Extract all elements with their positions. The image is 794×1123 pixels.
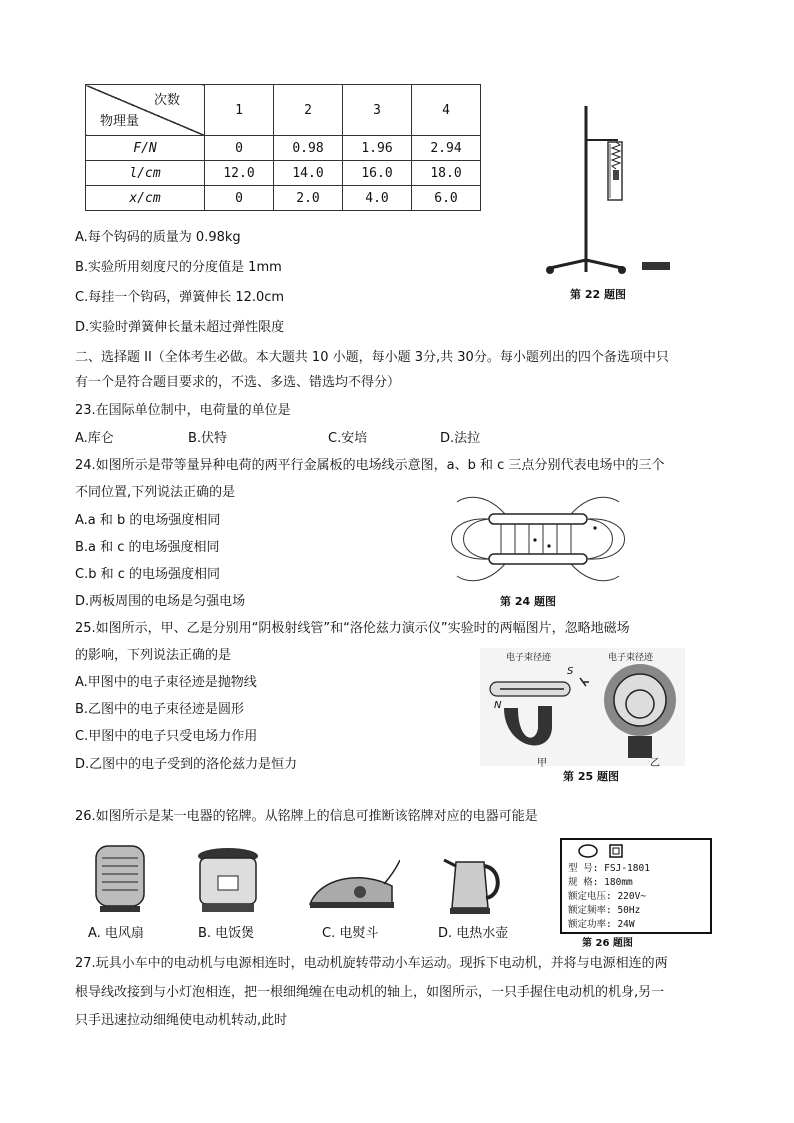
electric-field-figure bbox=[445, 492, 625, 592]
q27-line3: 只手迅速拉动细绳使电动机转动,此时 bbox=[75, 1013, 288, 1028]
table-cell: 2.0 bbox=[274, 186, 343, 211]
q22-option-d: D.实验时弹簧伸长量未超过弹性限度 bbox=[75, 320, 285, 335]
cathode-beam-label: 电子束径迹 bbox=[506, 653, 552, 663]
q27-line2: 根导线改接到与小灯泡相连，把一根细绳缠在电动机的轴上，如图所示，一只手握住电动机的机身,另一 bbox=[75, 985, 665, 1000]
q25-figure-caption: 第 25 题图 bbox=[563, 770, 619, 783]
table-cell: 2.94 bbox=[412, 136, 481, 161]
nameplate-model: 型 号: FSJ-1801 bbox=[568, 863, 650, 874]
table-cell: 6.0 bbox=[412, 186, 481, 211]
q27-line1: 27.玩具小车中的电动机与电源相连时，电动机旋转带动小车运动。现拆下电动机，并将与电源相连的两 bbox=[75, 956, 668, 971]
q24-option-a: A.a 和 b 的电场强度相同 bbox=[75, 513, 221, 528]
header-top-label: 次数 bbox=[153, 93, 180, 108]
nameplate-spec: 规 格: 180mm bbox=[568, 877, 633, 888]
table-row bbox=[86, 136, 481, 161]
q26-stem: 26.如图所示是某一电器的铭牌。从铭牌上的信息可推断该铭牌对应的电器可能是 bbox=[75, 809, 538, 824]
q24-figure-caption: 第 24 题图 bbox=[500, 595, 556, 608]
diagonal-header-cell bbox=[86, 85, 205, 136]
q23-option-b: B.伏特 bbox=[188, 431, 228, 446]
rice-cooker-icon bbox=[192, 846, 264, 916]
section2-line1: 二、选择题 II（全体考生必做。本大题共 10 小题，每小题 3分,共 30分。每小题列出的四个备选项中只 bbox=[75, 350, 669, 365]
table-cell: 0 bbox=[205, 136, 274, 161]
q24-option-d: D.两板周围的电场是匀强电场 bbox=[75, 594, 246, 609]
q23-stem: 23.在国际单位制中，电荷量的单位是 bbox=[75, 403, 291, 418]
table-cell: 18.0 bbox=[412, 161, 481, 186]
figure-yi-label: 乙 bbox=[650, 758, 660, 769]
q25-option-c: C.甲图中的电子只受电场力作用 bbox=[75, 729, 258, 744]
q24-option-c: C.b 和 c 的电场强度相同 bbox=[75, 567, 221, 582]
south-pole-label: S bbox=[567, 666, 574, 677]
row-label: l/cm bbox=[86, 161, 205, 186]
table-cell: 4.0 bbox=[343, 186, 412, 211]
electric-kettle-icon bbox=[440, 846, 510, 918]
column-header: 3 bbox=[343, 85, 412, 136]
nameplate-frequency: 额定频率: 50Hz bbox=[568, 905, 641, 916]
q26-figure-caption: 第 26 题图 bbox=[582, 938, 633, 949]
spring-stand-figure bbox=[530, 100, 680, 285]
nameplate bbox=[560, 838, 712, 934]
table-cell: 0 bbox=[205, 186, 274, 211]
q25-option-a: A.甲图中的电子束径迹是抛物线 bbox=[75, 675, 257, 690]
q23-option-a: A.库仑 bbox=[75, 431, 114, 446]
q25-stem-line1: 25.如图所示，甲、乙是分别用“阴极射线管”和“洛伦兹力演示仪”实验时的两幅图片，忽略地磁场 bbox=[75, 621, 630, 636]
q25-option-b: B.乙图中的电子束径迹是圆形 bbox=[75, 702, 245, 717]
table-row bbox=[86, 161, 481, 186]
appliance-label-rice-cooker: B. 电饭煲 bbox=[198, 926, 255, 941]
table-cell: 1.96 bbox=[343, 136, 412, 161]
q23-option-d: D.法拉 bbox=[440, 431, 481, 446]
row-label: F/N bbox=[86, 136, 205, 161]
q24-stem-line2: 不同位置,下列说法正确的是 bbox=[75, 485, 236, 500]
lorentz-beam-label: 电子束径迹 bbox=[608, 653, 654, 663]
q22-option-c: C.每挂一个钩码，弹簧伸长 12.0cm bbox=[75, 290, 285, 305]
data-table bbox=[85, 84, 481, 211]
electric-fan-icon bbox=[90, 842, 150, 914]
cathode-ray-figure bbox=[480, 648, 685, 766]
section2-line2: 有一个是符合题目要求的，不选、多选、错选均不得分） bbox=[75, 375, 401, 390]
header-bottom-label: 物理量 bbox=[100, 114, 140, 129]
table-cell: 12.0 bbox=[205, 161, 274, 186]
q22-option-b: B.实验所用刻度尺的分度值是 1mm bbox=[75, 260, 282, 275]
table-cell: 16.0 bbox=[343, 161, 412, 186]
nameplate-voltage: 额定电压: 220V~ bbox=[568, 891, 647, 902]
appliance-label-iron: C. 电熨斗 bbox=[322, 926, 379, 941]
table-cell: 0.98 bbox=[274, 136, 343, 161]
column-header: 4 bbox=[412, 85, 481, 136]
q24-option-b: B.a 和 c 的电场强度相同 bbox=[75, 540, 220, 555]
column-header: 2 bbox=[274, 85, 343, 136]
table-cell: 14.0 bbox=[274, 161, 343, 186]
appliance-label-fan: A. 电风扇 bbox=[88, 926, 144, 941]
q25-option-d: D.乙图中的电子受到的洛伦兹力是恒力 bbox=[75, 757, 298, 772]
north-pole-label: N bbox=[494, 700, 502, 711]
column-header: 1 bbox=[205, 85, 274, 136]
q23-option-c: C.安培 bbox=[328, 431, 368, 446]
q22-figure-caption: 第 22 题图 bbox=[570, 288, 626, 301]
table-header-row bbox=[86, 85, 481, 136]
q25-stem-line2: 的影响，下列说法正确的是 bbox=[75, 648, 232, 663]
row-label: x/cm bbox=[86, 186, 205, 211]
q24-stem-line1: 24.如图所示是带等量异种电荷的两平行金属板的电场线示意图，a、b 和 c 三点分别代表电场中的三个 bbox=[75, 458, 665, 473]
electric-iron-icon bbox=[300, 858, 400, 916]
q22-option-a: A.每个钩码的质量为 0.98kg bbox=[75, 230, 241, 245]
appliance-label-kettle: D. 电热水壶 bbox=[438, 926, 509, 941]
table-row bbox=[86, 186, 481, 211]
nameplate-logo-icon bbox=[578, 843, 628, 859]
nameplate-power: 额定功率: 24W bbox=[568, 919, 635, 930]
figure-jia-label: 甲 bbox=[537, 758, 547, 769]
